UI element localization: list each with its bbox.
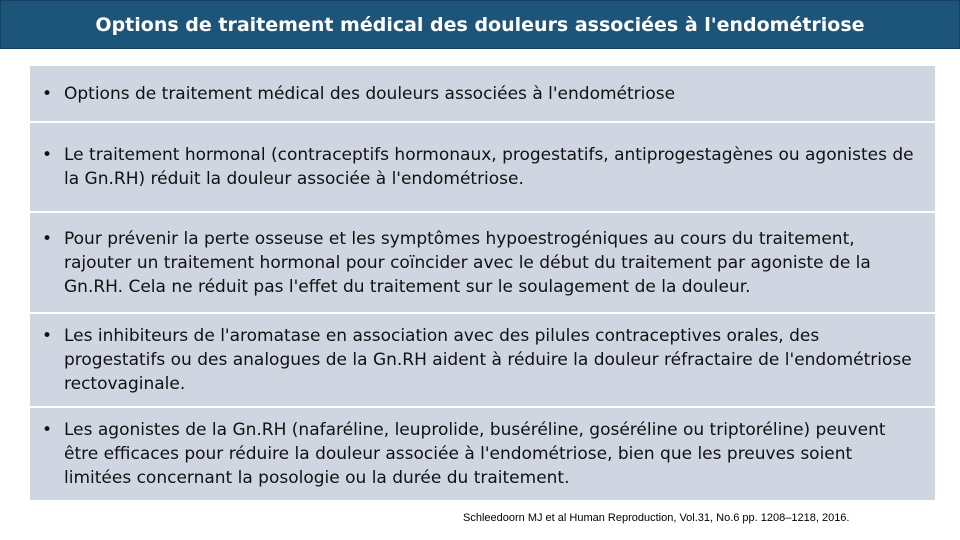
bullet-text: Options de traitement médical des douleurs associées à l'endométriose — [64, 83, 676, 104]
bullet-text: Les agonistes de la Gn.RH (nafaréline, leuprolide, buséréline, goséréline ou triptoréline) peuvent être efficaces pour réduire la douleur associée à l'endométriose, bien que les preuves soient limitées concernant la posologie ou la durée du traitement. — [64, 420, 886, 488]
bullet-item — [30, 143, 924, 191]
bullet-box — [30, 66, 935, 121]
bullet-item — [30, 82, 924, 106]
page-title: Options de traitement médical des douleurs associées à l'endométriose — [95, 13, 865, 36]
bullet-icon: • — [41, 145, 53, 165]
bullet-icon: • — [41, 83, 53, 104]
bullet-item — [30, 418, 924, 490]
bullet-text: Pour prévenir la perte osseuse et les symptômes hypoestrogéniques au cours du traitement, rajouter un traitement hormonal pour coïncider avec le début du traitement par agoniste de la Gn.RH. Cela ne réduit pas l'effet du traitement sur le soulagement de la douleur. — [64, 228, 871, 297]
bullet-icon: • — [41, 420, 53, 440]
bullet-text: Le traitement hormonal (contraceptifs hormonaux, progestatifs, antiprogestagènes ou agonistes de la Gn.RH) réduit la douleur associée à l'endométriose. — [64, 145, 914, 189]
citation: Schleedoorn MJ et al Human Reproduction, Vol.31, No.6 pp. 1208–1218, 2016. — [463, 512, 850, 524]
bullet-box — [30, 314, 935, 406]
bullet-box — [30, 408, 935, 500]
bullet-icon: • — [41, 228, 53, 249]
bullet-box — [30, 123, 935, 211]
bullet-box — [30, 213, 935, 312]
bullet-item — [30, 227, 924, 299]
bullet-item — [30, 324, 924, 396]
title-bar — [0, 0, 960, 49]
bullet-icon: • — [41, 326, 53, 346]
bullet-text: Les inhibiteurs de l'aromatase en association avec des pilules contraceptives orales, des progestatifs ou des analogues de la Gn.RH aident à réduire la douleur réfractaire de l'endométriose rectovaginale. — [64, 326, 912, 394]
